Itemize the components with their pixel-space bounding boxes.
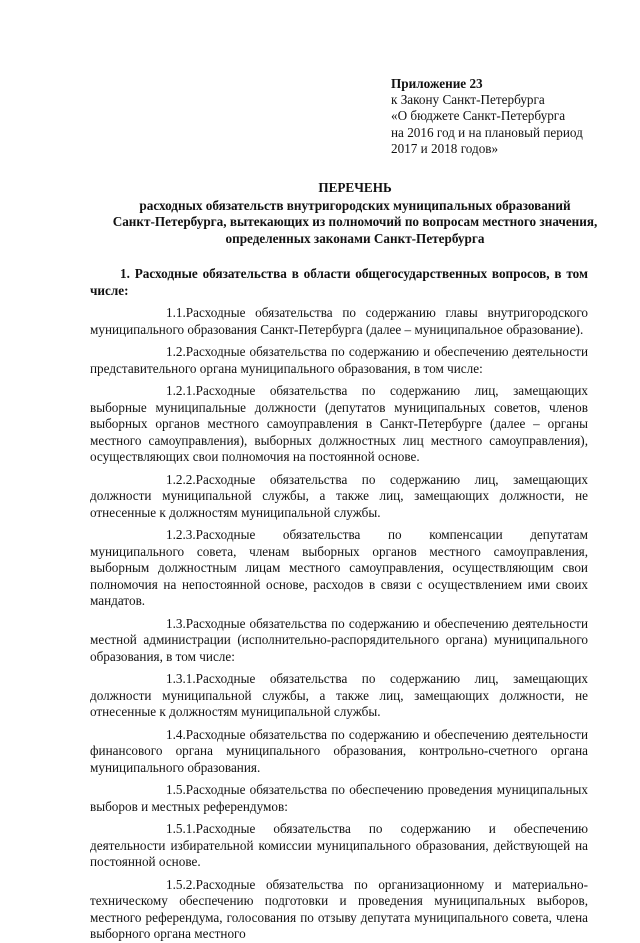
item-text: Расходные обязательства по организационному и материально-техническому обеспечению подготовки и проведения муниципальных выборов, местного референдума, голосования по отзыву депутата муниципального совета, члена выборного органа местного: [90, 876, 588, 941]
item-text: Расходные обязательства по содержанию и обеспечению деятельности избирательной комиссии муниципального образования, действующей на постоянной основе.: [90, 821, 588, 869]
item-number: 1.2.3.: [166, 527, 196, 542]
item-text: Расходные обязательства по содержанию главы внутригородского муниципального образования Санкт-Петербурга (далее – муниципальное образование).: [90, 305, 588, 337]
list-item: [90, 344, 588, 377]
list-item: [90, 821, 588, 871]
item-text: Расходные обязательства по содержанию лиц, замещающих должности муниципальной службы, а также лиц, замещающих должности, не отнесенные к должностям муниципальной службы.: [90, 671, 588, 719]
item-number: 1.4.: [166, 726, 186, 742]
appendix-line: «О бюджете Санкт-Петербурга: [391, 108, 566, 124]
item-number: 1.5.2.: [166, 876, 196, 892]
item-number: 1.2.1.: [166, 383, 196, 398]
document-title: [60, 180, 640, 247]
item-text: Расходные обязательства по содержанию и обеспечению деятельности представительного органа муниципального образования, в том числе:: [90, 344, 588, 376]
item-text: Расходные обязательства по содержанию и обеспечению деятельности местной администрации (исполнительно-распорядительного органа) муниципального образования, в том числе:: [90, 615, 588, 664]
list-item: [90, 671, 588, 721]
item-number: 1.1.: [166, 305, 186, 320]
list-item: [90, 472, 588, 522]
title-heading: ПЕРЕЧЕНЬ: [318, 180, 392, 195]
section-heading: 1. Расходные обязательства в области общегосударственных вопросов, в том числе:: [90, 266, 588, 298]
appendix-title: Приложение 23: [391, 76, 483, 91]
list-item: [90, 877, 588, 943]
item-text: Расходные обязательства по компенсации депутатам муниципального совета, членам выборных органов местного самоуправления, выборным должностным лицам местного самоуправления, осуществляющим свои полномочия на непостоянной основе, расходов в связи с осуществлением ими своих мандатов.: [90, 527, 588, 608]
list-item: [90, 782, 588, 815]
item-text: Расходные обязательства по содержанию лиц, замещающих выборные муниципальные должности (депутатов муниципальных советов, членов выборных органов местного самоуправления в Санкт-Петербурге (далее – органы местного самоуправления), выборных должностных лиц местного самоуправления), осуществляющих свои полномочия на постоянной основе.: [90, 383, 588, 464]
item-text: Расходные обязательства по содержанию и обеспечению деятельности финансового органа муниципального образования, контрольно-счетного органа муниципального образования.: [90, 726, 588, 775]
appendix-block: [391, 76, 621, 157]
list-item: [90, 727, 588, 777]
item-number: 1.3.1.: [166, 671, 196, 686]
item-number: 1.2.2.: [166, 471, 196, 487]
item-number: 1.5.1.: [166, 821, 196, 836]
appendix-line: на 2016 год и на плановый период: [391, 124, 583, 140]
title-line: Санкт-Петербурга, вытекающих из полномочий по вопросам местного значения,: [112, 214, 598, 229]
list-item: [90, 305, 588, 338]
list-item: [90, 616, 588, 666]
title-line: определенных законами Санкт-Петербурга: [225, 230, 485, 246]
item-number: 1.2.: [166, 344, 186, 359]
list-item: [90, 383, 588, 466]
item-text: Расходные обязательства по содержанию лиц, замещающих должности муниципальной службы, а также лиц, замещающих должности, не отнесенные к должностям муниципальной службы.: [90, 471, 588, 520]
document-body: [90, 266, 588, 943]
item-number: 1.3.: [166, 615, 186, 631]
item-text: Расходные обязательства по обеспечению проведения муниципальных выборов и местных референдумов:: [90, 782, 588, 814]
item-number: 1.5.: [166, 782, 186, 797]
appendix-line: к Закону Санкт-Петербурга: [391, 92, 545, 108]
appendix-line: 2017 и 2018 годов»: [391, 140, 499, 156]
title-line: расходных обязательств внутригородских муниципальных образований: [139, 197, 571, 213]
list-item: [90, 527, 588, 610]
